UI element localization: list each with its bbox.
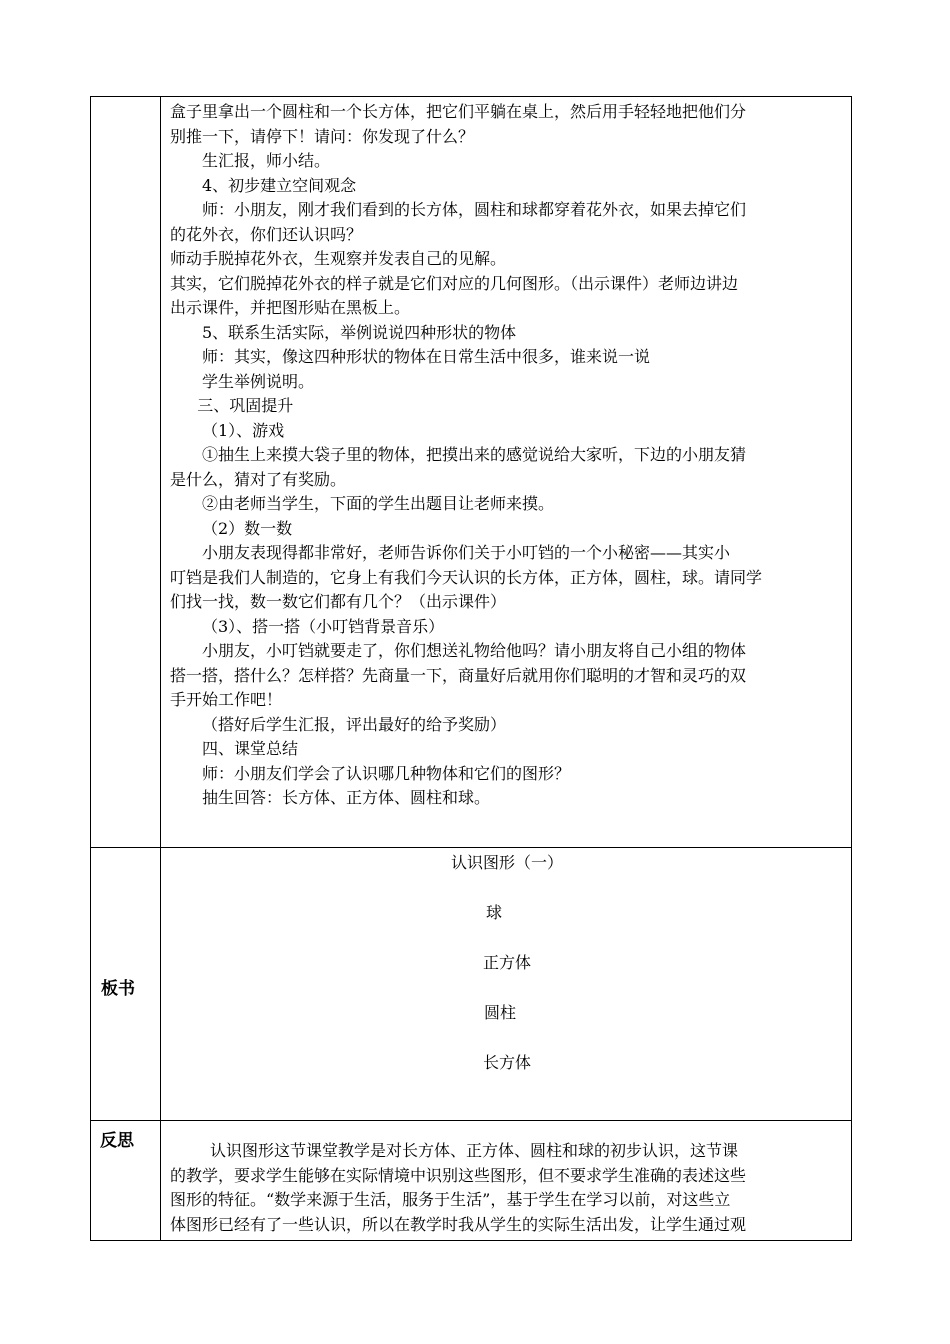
- process-line: 搭一搭，搭什么？怎样搭？先商量一下，商量好后就用你们聪明的才智和灵巧的双: [170, 665, 747, 685]
- process-line: ②由老师当学生，下面的学生出题目让老师来摸。: [202, 494, 555, 513]
- process-line: 出示课件，并把图形贴在黑板上。: [170, 298, 411, 317]
- row-divider-reflection: [90, 1120, 852, 1121]
- process-line: 四、课堂总结: [202, 739, 299, 758]
- process-line: 生汇报，师小结。: [202, 151, 331, 170]
- row-divider-blackboard: [90, 847, 852, 848]
- process-line: 的花外衣，你们还认识吗？: [170, 224, 363, 244]
- process-line: 们找一找，数一数它们都有几个？（出示课件）: [170, 592, 507, 611]
- process-line: 5、联系生活实际，举例说说四种形状的物体: [202, 322, 517, 342]
- process-line: （1）、游戏: [202, 420, 285, 440]
- process-line: （2）数一数: [202, 518, 293, 538]
- blackboard-item-cuboid: 长方体: [482, 1053, 532, 1072]
- table-border-right: [851, 96, 852, 1241]
- teaching-process-text: [170, 100, 762, 811]
- process-line: 别推一下，请停下！请问：你发现了什么？: [170, 126, 475, 146]
- process-line: 4、初步建立空间观念: [202, 175, 357, 195]
- reflection-text: [170, 1139, 746, 1237]
- blackboard-item-cylinder: 圆柱: [483, 1003, 517, 1022]
- process-line: 小朋友，小叮铛就要走了，你们想送礼物给他吗？请小朋友将自己小组的物体: [202, 641, 747, 660]
- reflection-line: 图形的特征。“数学来源于生活，服务于生活”，基于学生在学习以前，对这些立: [170, 1190, 731, 1209]
- process-line: （搭好后学生汇报，评出最好的给予奖励）: [202, 714, 507, 734]
- process-line: 师：小朋友，刚才我们看到的长方体，圆柱和球都穿着花外衣，如果去掉它们: [202, 200, 747, 219]
- table-border-top: [90, 96, 852, 97]
- process-line: 抽生回答：长方体、正方体、圆柱和球。: [202, 788, 491, 807]
- blackboard-label: 板书: [101, 979, 135, 999]
- process-line: 其实，它们脱掉花外衣的样子就是它们对应的几何图形。（出示课件）老师边讲边: [170, 273, 739, 293]
- process-line: 手开始工作吧！: [170, 690, 283, 709]
- reflection-line: 的教学，要求学生能够在实际情境中识别这些图形，但不要求学生准确的表述这些: [170, 1165, 747, 1185]
- reflection-line: 体图形已经有了一些认识，所以在教学时我从学生的实际生活出发，让学生通过观: [170, 1214, 747, 1234]
- process-line: 师动手脱掉花外衣，生观察并发表自己的见解。: [170, 249, 507, 268]
- process-line: 盒子里拿出一个圆柱和一个长方体，把它们平躺在桌上，然后用手轻轻地把他们分: [170, 102, 747, 121]
- process-line: 小朋友表现得都非常好，老师告诉你们关于小叮铛的一个小秘密——其实小: [202, 543, 731, 562]
- process-line: 师：其实，像这四种形状的物体在日常生活中很多，谁来说一说: [202, 347, 651, 366]
- process-line: （3）、搭一搭（小叮铛背景音乐）: [202, 616, 445, 636]
- table-border-bottom: [90, 1240, 852, 1241]
- blackboard-title: 认识图形（一）: [450, 853, 564, 872]
- process-line: 师：小朋友们学会了认识哪几种物体和它们的图形？: [202, 763, 571, 783]
- process-line: 叮铛是我们人制造的，它身上有我们今天认识的长方体，正方体，圆柱，球。请同学: [170, 567, 763, 587]
- table-column-divider: [160, 96, 161, 1241]
- process-line: 三、巩固提升: [197, 396, 294, 415]
- process-line: 学生举例说明。: [202, 371, 315, 391]
- reflection-label: 反思: [100, 1131, 134, 1151]
- reflection-line: 认识图形这节课堂教学是对长方体、正方体、圆柱和球的初步认识，这节课: [210, 1141, 739, 1160]
- process-line: ①抽生上来摸大袋子里的物体，把摸出来的感觉说给大家听，下边的小朋友猜: [202, 445, 747, 464]
- process-line: 是什么，猜对了有奖励。: [170, 469, 347, 489]
- table-border-left: [90, 96, 91, 1241]
- blackboard-item-sphere: 球: [485, 903, 503, 922]
- blackboard-item-cube: 正方体: [482, 953, 532, 972]
